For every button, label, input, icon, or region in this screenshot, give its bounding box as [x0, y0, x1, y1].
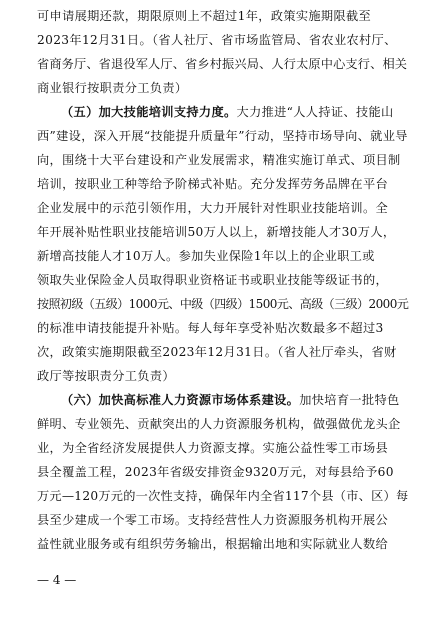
text-line: 鲜明、专业领先、贡献突出的人力资源服务机构，做强做优龙头企: [37, 417, 401, 431]
text-line: 按照初级（五级）1000元、中级（四级）1500元、高级（三级）2000元: [37, 297, 409, 311]
text-line: 万元—120万元的一次性支持，确保年内全省117个县（市、区）每: [37, 489, 409, 503]
text-line: 政厅等按职责分工负责）: [37, 369, 175, 383]
text-line: 向，围绕十大平台建设和产业发展需求，精准实施订单式、项目制: [37, 153, 401, 167]
text-line: 省商务厅、省退役军人厅、省乡村振兴局、人行太原中心支行、相关: [37, 57, 408, 71]
text-line: 培训，按职业工种等给予阶梯式补贴。充分发挥劳务品牌在平台: [37, 177, 389, 191]
section-5-first-text: 大力推进“人人持证、技能山: [236, 105, 394, 119]
text-line: 西”建设，深入开展“技能提升质量年”行动，坚持市场导向、就业导: [37, 129, 408, 143]
text-line: 县全覆盖工程，2023年省级安排资金9320万元，对每县给予60: [37, 465, 394, 479]
text-line: 商业银行按职责分工负责）: [37, 81, 188, 95]
text-line: 年开展补贴性职业技能培训50万人以上，新增技能人才30万人，: [37, 225, 396, 239]
text-line: 领取失业保险金人员取得职业资格证书或职业技能等级证书的，: [37, 273, 389, 287]
section-6-heading: （六）加快高标准人力资源市场体系建设。: [61, 393, 300, 407]
text-line: 业，为全省经济发展提供人力资源支撑。实施公益性零工市场县: [37, 441, 389, 455]
text-line: 县至少建成一个零工市场。支持经营性人力资源服务机构开展公: [37, 513, 389, 527]
text-line: 次，政策实施期限截至2023年12月31日。（省人社厅牵头，省财: [37, 345, 397, 359]
text-line: 的标准申请技能提升补贴。每人每年享受补贴次数最多不超过3: [37, 321, 384, 335]
text-line: 2023年12月31日。（省人社厅、省市场监管局、省农业农村厅、: [37, 33, 397, 47]
page-number: — 4 —: [37, 573, 77, 587]
text-line: 新增高技能人才10万人。参加失业保险1年以上的企业职工或: [37, 249, 375, 263]
text-line: 可申请展期还款，期限原则上不超过1年，政策实施期限截至: [37, 9, 372, 23]
section-6-first-text: 加快培育一批特色: [299, 393, 400, 407]
section-5-heading-line: [61, 104, 408, 120]
text-line: 益性就业服务或有组织劳务输出，根据输出地和实际就业人数给: [37, 537, 389, 551]
text-line: 企业发展中的示范引领作用，大力开展针对性职业技能培训。全: [37, 201, 389, 215]
section-6-heading-line: [61, 392, 408, 408]
section-5-heading: （五）加大技能培训支持力度。: [61, 105, 237, 119]
